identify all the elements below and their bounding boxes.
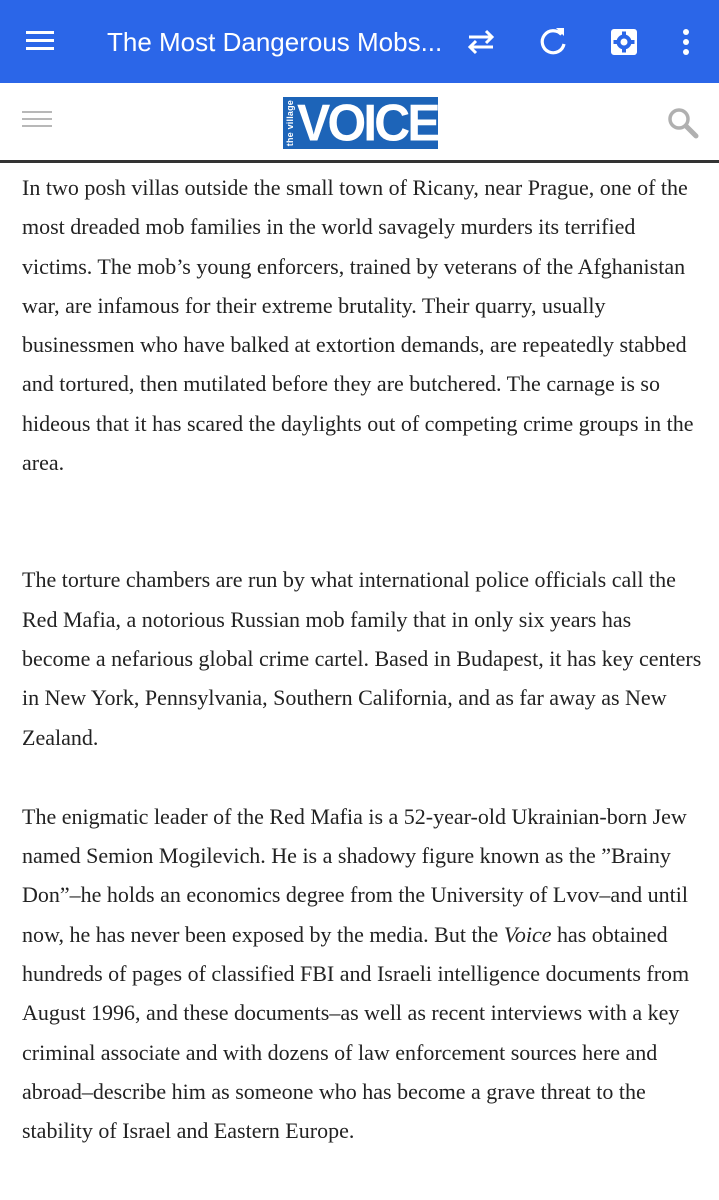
paragraph-text: has obtained hundreds of pages of classified FBI and Israeli intelligence documents from August 1996, and these documents–as well as recent interviews with a key criminal associate and with dozens of law enforcement sources here and abroad–describe him as someone who has become a grave threat to the stability of Israel and Eastern Europe. [22, 921, 690, 1144]
article-paragraph: In two posh villas outside the small town of Ricany, near Prague, one of the most dreaded mob families in the world savagely murders its terrified victims. The mob’s young enforcers, trained by veterans of the Afghanistan war, are infamous for their extreme brutality. Their quarry, usually businessmen who have balked at extortion demands, are repeatedly stabbed and tortured, then mutilated before they are butchered. The carnage is so hideous that it has scared the daylights out of competing crime groups in the area. [22, 175, 694, 476]
app-toolbar [0, 0, 719, 83]
more-vert-icon[interactable] [664, 20, 708, 64]
site-header [0, 83, 719, 163]
page-title: The Most Dangerous Mobs... [107, 27, 443, 57]
paragraph-text: The enigmatic leader of the Red Mafia is a 52-year-old Ukrainian-born Jew named Semion Mogilevich. He is a shadowy figure known as the ”Brainy Don”–he holds an economics degree from the University of Lvov–and until now, he has never been exposed by the media. But the [22, 803, 688, 947]
village-voice-logo[interactable] [283, 93, 438, 153]
logo-small-text: the village [285, 99, 295, 147]
swap-icon[interactable] [459, 20, 503, 64]
publication-name: Voice [503, 921, 552, 947]
article-body [22, 166, 702, 1151]
article-paragraph: The torture chambers are run by what international police officials call the Red Mafia, a notorious Russian mob family that in only six years has become a nefarious global crime cartel. Based in Budapest, it has key centers in New York, Pennsylvania, Southern California, and as far away as New Zealand. [22, 567, 702, 750]
refresh-icon[interactable] [531, 20, 575, 64]
logo-big-text: VOICE [297, 93, 438, 153]
site-menu-icon[interactable] [22, 111, 52, 133]
menu-icon[interactable] [22, 26, 58, 58]
search-icon[interactable] [665, 105, 701, 141]
article-paragraph [22, 797, 702, 1151]
settings-icon[interactable] [602, 20, 646, 64]
